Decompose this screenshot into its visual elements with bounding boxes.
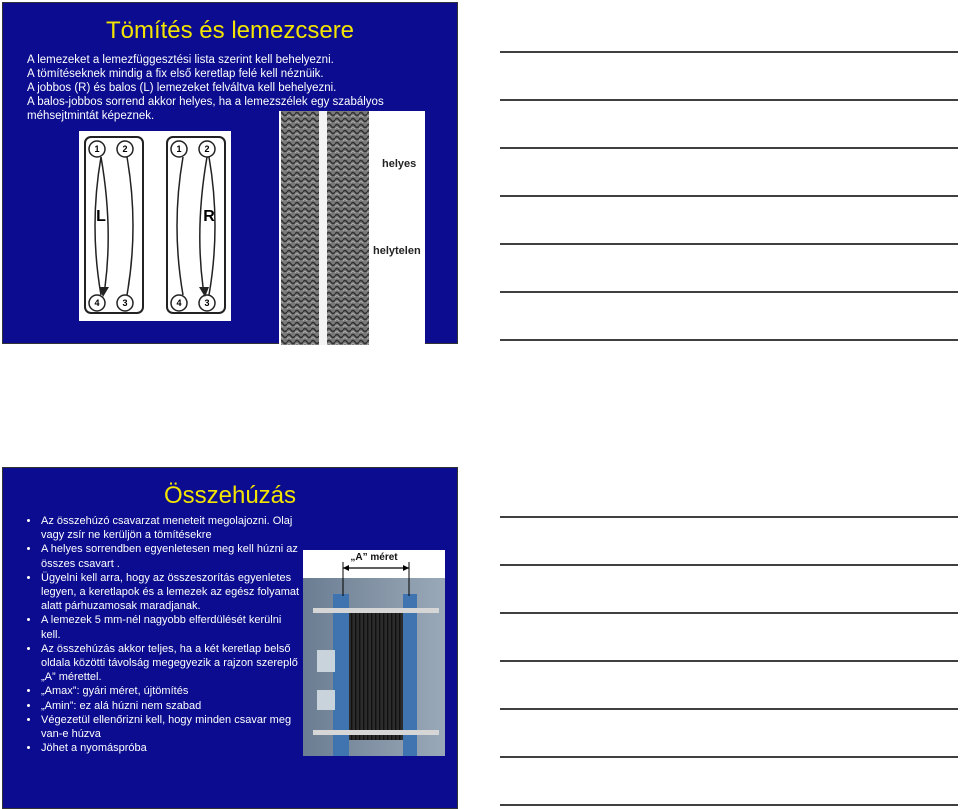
port-number: 4 (94, 298, 100, 308)
port-number: 3 (204, 298, 210, 308)
dimension-label: „A” méret (350, 552, 398, 563)
text-line: A lemezeket a lemezfüggesztési lista szerint kell behelyezni. (27, 54, 334, 66)
port-number: 2 (204, 144, 210, 154)
port-number: 2 (122, 144, 128, 154)
list-item: „Amax”: gyári méret, újtömítés (25, 684, 301, 698)
label-incorrect: helytelen (373, 245, 421, 257)
slide-tomites (2, 2, 458, 344)
list-item: Végezetül ellenőrizni kell, hogy minden csavar meg van-e húzva (25, 713, 301, 741)
notes-lines (498, 0, 960, 809)
slide-title: Tömítés és lemezcsere (105, 17, 355, 44)
plate-letter: L (96, 208, 106, 225)
slide-osszehuzas (2, 467, 458, 809)
plate-diagram (79, 131, 231, 321)
text-line: A jobbos (R) és balos (L) lemezeket felváltva kell behelyezni. (27, 82, 337, 94)
list-item: „Amin”: ez alá húzni nem szabad (25, 699, 301, 713)
text-line: A tömítéseknek mindig a fix első keretlap felé kell néznüik. (27, 68, 324, 80)
list-item: Az összehúzás akkor teljes, ha a két keretlap belső oldala közötti távolság megegyezik a rajzon szereplő „A” mérettel. (25, 642, 301, 685)
list-item: A lemezek 5 mm-nél nagyobb elferdülését kerülni kell. (25, 613, 301, 641)
gasket-photo (279, 111, 425, 345)
port-number: 3 (122, 298, 128, 308)
port-number: 1 (176, 144, 182, 154)
list-item: A helyes sorrendben egyenletesen meg kell húzni az összes csavart . (25, 542, 301, 570)
label-correct: helyes (382, 158, 417, 170)
list-item: Jöhet a nyomáspróba (25, 741, 301, 755)
port-number: 1 (94, 144, 100, 154)
text-line: méhsejtmintát képeznek. (27, 110, 155, 122)
port-number: 4 (176, 298, 182, 308)
slide-title: Összehúzás (163, 482, 297, 509)
bullet-list (25, 514, 301, 755)
list-item: Ügyelni kell arra, hogy az összeszorítás egyenletes legyen, a keretlapok és a lemezek az egész folyamat alatt párhuzamosak maradjanak. (25, 571, 301, 614)
list-item: Az összehúzó csavarzat meneteit megolajozni. Olaj vagy zsír ne kerüljön a tömítésekre (25, 514, 301, 542)
heat-exchanger-photo (303, 550, 445, 756)
text-line: A balos-jobbos sorrend akkor helyes, ha a lemezszélek egy szabályos (27, 96, 384, 108)
plate-letter: R (203, 208, 215, 225)
